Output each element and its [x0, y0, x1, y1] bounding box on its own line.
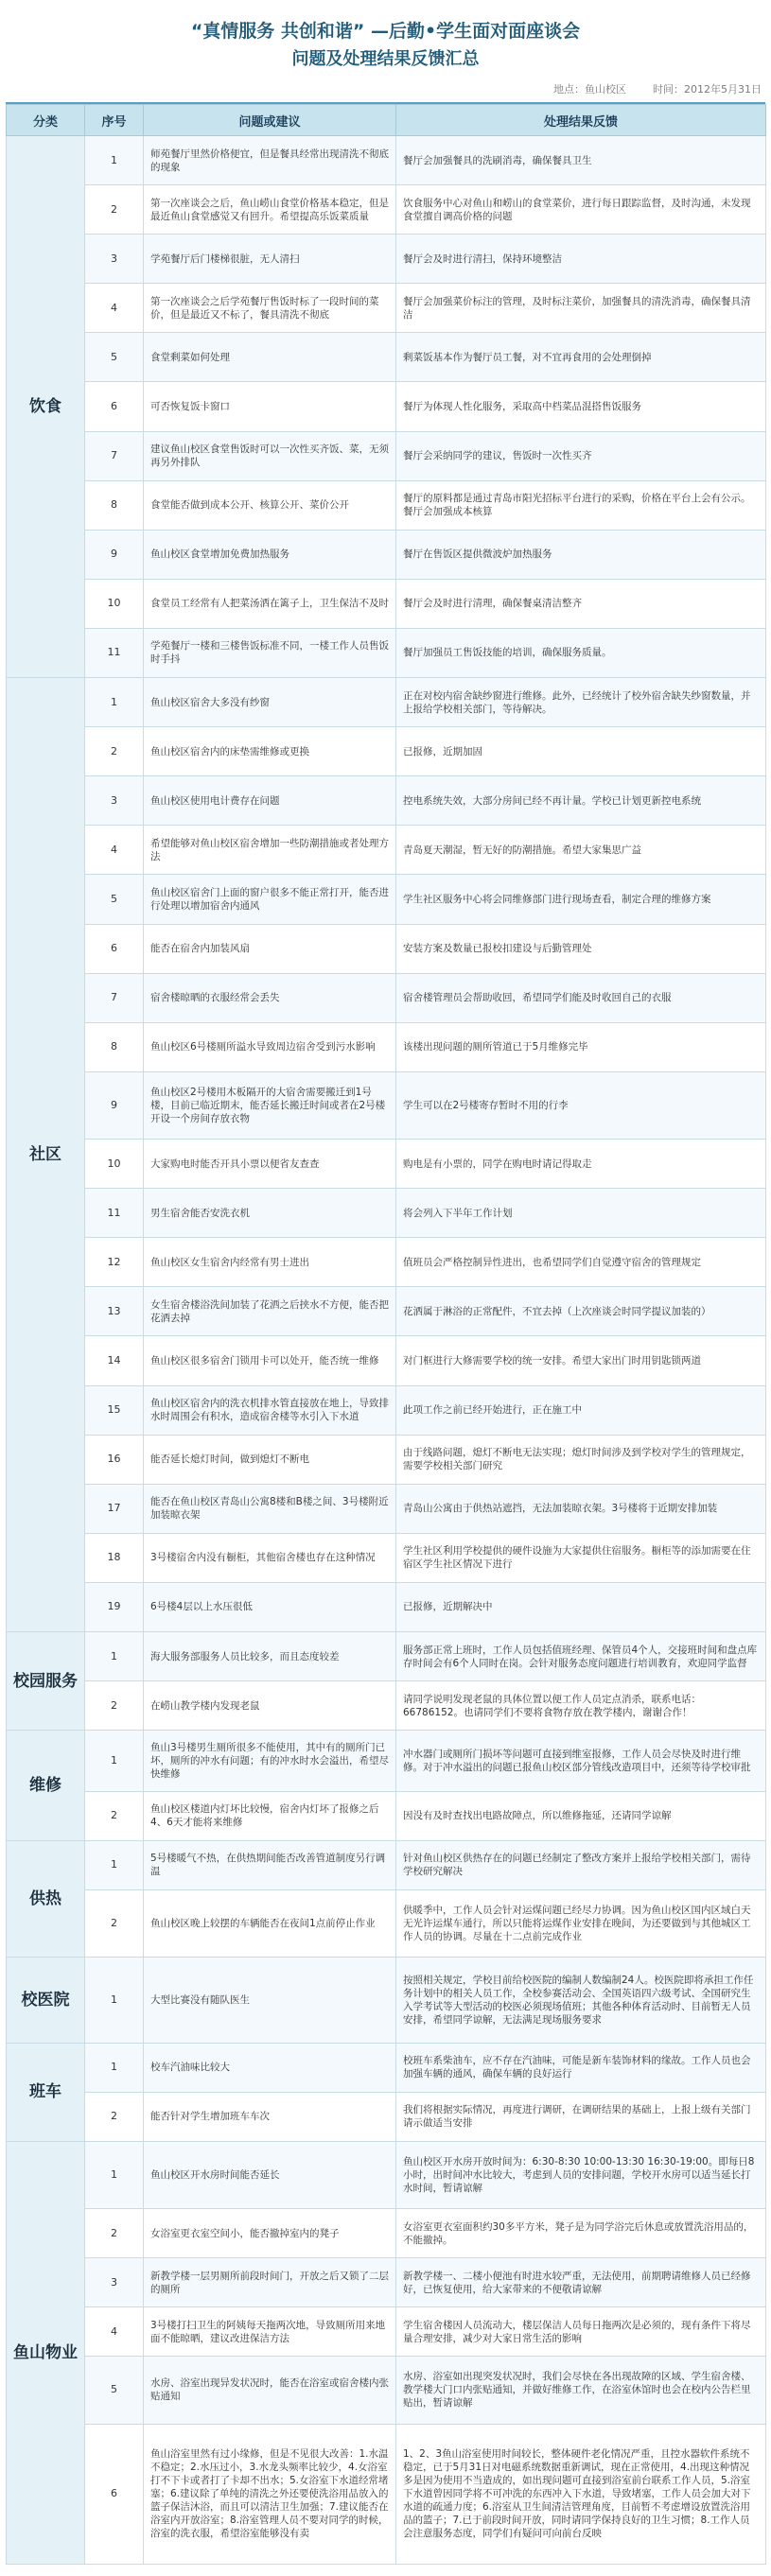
- question-cell: 可否恢复饭卡窗口: [144, 382, 396, 431]
- table-row: [7, 1889, 766, 1957]
- table-row: [7, 1189, 766, 1238]
- table-row: [7, 235, 766, 284]
- answer-cell: 针对鱼山校区供热存在的问题已经制定了整改方案并上报给学校相关部门，需待学校研究解决: [396, 1840, 766, 1889]
- answer-cell: 餐厅会加强餐具的洗刷消毒，确保餐具卫生: [396, 136, 766, 185]
- category-cell: 班车: [7, 2043, 85, 2141]
- question-cell: 食堂员工经常有人把菜汤洒在篱子上，卫生保洁不及时: [144, 579, 396, 628]
- row-number-cell: 15: [85, 1385, 144, 1435]
- row-number-cell: 4: [85, 284, 144, 333]
- row-number-cell: 2: [85, 727, 144, 776]
- question-cell: 学苑餐厅后门楼梯很脏，无人清扫: [144, 235, 396, 284]
- answer-cell: 已报修，近期解决中: [396, 1582, 766, 1631]
- answer-cell: 学生社区服务中心将会同维修部门进行现场查看，制定合理的维修方案: [396, 875, 766, 924]
- question-cell: 第一次座谈会之后学苑餐厅售饭时标了一段时间的菜价，但是最近又不标了，餐具清洗不彻底: [144, 284, 396, 333]
- row-number-cell: 1: [85, 1632, 144, 1681]
- question-cell: 男生宿舍能否安洗衣机: [144, 1189, 396, 1238]
- table-row: [7, 136, 766, 185]
- answer-cell: 学生社区利用学校提供的硬件设施为大家提供住宿服务。橱柜等的添加需要在住宿区学生社区情况下进行: [396, 1533, 766, 1582]
- table-row: [7, 2141, 766, 2208]
- table-row: [7, 1435, 766, 1484]
- table-row: [7, 727, 766, 776]
- table-row: [7, 480, 766, 530]
- row-number-cell: 10: [85, 579, 144, 628]
- table-row: [7, 1681, 766, 1731]
- table-row: [7, 875, 766, 924]
- table-row: [7, 2209, 766, 2258]
- answer-cell: 餐厅的原料都是通过青岛市阳光招标平台进行的采购，价格在平台上会有公示。餐厅会加强成本核算: [396, 480, 766, 530]
- category-cell: 供热: [7, 1840, 85, 1957]
- feedback-table: [6, 104, 766, 2565]
- category-cell: 校医院: [7, 1958, 85, 2043]
- col-header-answer: 处理结果反馈: [396, 105, 766, 136]
- table-row: [7, 2357, 766, 2424]
- row-number-cell: 5: [85, 333, 144, 382]
- question-cell: 能否在宿舍内加装风扇: [144, 924, 396, 973]
- question-cell: 水房、浴室出现异发状况时，能否在浴室或宿舍楼内张贴通知: [144, 2357, 396, 2424]
- answer-cell: 学生宿舍楼因人员流动大，楼层保洁人员每日拖两次是必须的，现有条件下将尽量合理安排，减少对大家日常生活的影响: [396, 2307, 766, 2357]
- row-number-cell: 3: [85, 235, 144, 284]
- answer-cell: 女浴室更衣室面积约30多平方米，凳子是为同学浴完后休息或放置洗浴用品的，不能撤掉。: [396, 2209, 766, 2258]
- table-row: [7, 628, 766, 677]
- table-row: [7, 579, 766, 628]
- table-row: [7, 2307, 766, 2357]
- row-number-cell: 5: [85, 875, 144, 924]
- row-number-cell: 4: [85, 2307, 144, 2357]
- category-cell: 校园服务: [7, 1632, 85, 1731]
- page-title: “真情服务 共创和谐” —后勤•学生面对面座谈会: [190, 21, 581, 42]
- question-cell: 3号楼宿舍内没有橱柜，其他宿舍楼也存在这种情况: [144, 1533, 396, 1582]
- row-number-cell: 19: [85, 1582, 144, 1631]
- row-number-cell: 7: [85, 431, 144, 480]
- answer-cell: 餐厅会加强菜价标注的管理，及时标注菜价，加强餐具的清洗消毒，确保餐具清洁: [396, 284, 766, 333]
- page-subtitle: 问题及处理结果反馈汇总: [291, 49, 480, 69]
- row-number-cell: 6: [85, 2424, 144, 2564]
- table-row: [7, 826, 766, 875]
- row-number-cell: 8: [85, 480, 144, 530]
- answer-cell: 餐厅会及时进行清理，确保餐桌清洁整齐: [396, 579, 766, 628]
- answer-cell: 将会列入下半年工作计划: [396, 1189, 766, 1238]
- table-row: [7, 1958, 766, 2043]
- table-row: [7, 1731, 766, 1791]
- question-cell: 鱼山校区宿舍门上面的窗户很多不能正常打开，能否进行处理以增加宿舍内通风: [144, 875, 396, 924]
- question-cell: 师苑餐厅里然价格便宜，但是餐具经常出现清洗不彻底的现象: [144, 136, 396, 185]
- meta-row: [6, 74, 765, 102]
- answer-cell: 新教学楼一、二楼小便池有时进水较严重，无法使用，前期聘请维修人员已经修好，已恢复使用，给大家带来的不便敬请谅解: [396, 2258, 766, 2307]
- answer-cell: 餐厅加强员工售饭技能的培训，确保服务质量。: [396, 628, 766, 677]
- answer-cell: 安装方案及数量已报校扣建设与后勤管理处: [396, 924, 766, 973]
- answer-cell: 剩菜饭基本作为餐厅员工餐，对不宜再食用的会处理倒掉: [396, 333, 766, 382]
- table-row: [7, 333, 766, 382]
- category-cell: 维修: [7, 1731, 85, 1841]
- table-row: [7, 382, 766, 431]
- answer-cell: 宿舍楼管理员会帮助收回，希望同学们能及时收回自己的衣服: [396, 973, 766, 1022]
- row-number-cell: 1: [85, 1840, 144, 1889]
- answer-cell: 餐厅会采纳同学的建议，售饭时一次性买齐: [396, 431, 766, 480]
- answer-cell: 饮食服务中心对鱼山和崂山的食堂菜价，进行每日跟踪监督，及时沟通，未发现食堂擅自调高价格的问题: [396, 185, 766, 235]
- question-cell: 食堂剩菜如何处理: [144, 333, 396, 382]
- page-header: [6, 17, 765, 102]
- col-header-category: 分类: [7, 105, 85, 136]
- location-text: 地点：鱼山校区: [553, 83, 626, 96]
- row-number-cell: 2: [85, 1791, 144, 1840]
- row-number-cell: 2: [85, 1681, 144, 1731]
- row-number-cell: 14: [85, 1336, 144, 1385]
- row-number-cell: 4: [85, 826, 144, 875]
- row-number-cell: 2: [85, 2092, 144, 2141]
- row-number-cell: 6: [85, 382, 144, 431]
- question-cell: 第一次座谈会之后，鱼山崂山食堂价格基本稳定，但是最近鱼山食堂感觉又有回升。希望提高乐饭菜质量: [144, 185, 396, 235]
- row-number-cell: 10: [85, 1140, 144, 1189]
- question-cell: 鱼山浴室里然有过小缘修，但是不见很大改善：1.水温不稳定；2.水压过小，3.水龙头频率比较少，4.女浴室打不下卡或者打了卡却不出水；5.女浴室下水道经常堵塞；6.建议除了单纯的清洗之外还要使洗浴用品放入的篮子保洁沐浴，而且可以清洁卫生加强；7.建议能否在浴室内开放浴室；8.浴室管理人员不要对同学的时候，浴室的洗衣服，希望浴室能够没有卖: [144, 2424, 396, 2564]
- answer-cell: 因没有及时查找出电路故障点，所以维修拖延，还请同学谅解: [396, 1791, 766, 1840]
- table-row: [7, 1484, 766, 1533]
- row-number-cell: 2: [85, 2209, 144, 2258]
- date-text: 时间：2012年5月31日: [653, 83, 762, 96]
- answer-cell: 按照相关规定，学校目前给校医院的编制人数编制24人。校医院即将承担工作任务计划中的相关人员工作，全校参赛活动会、全国英语四六级考试、全国研究生入学考试等大型活动的校医必须现场值班；其他各种体育活动时、目前暂无人员安排，希望同学谅解，无法满足现场服务要求: [396, 1958, 766, 2043]
- question-cell: 鱼山校区开水房时间能否延长: [144, 2141, 396, 2208]
- answer-cell: 餐厅为体现人性化服务，采取高中档菜品混搭售饭服务: [396, 382, 766, 431]
- question-cell: 鱼山校区宿舍内的床垫需维修或更换: [144, 727, 396, 776]
- table-row: [7, 1140, 766, 1189]
- row-number-cell: 1: [85, 1958, 144, 2043]
- question-cell: 校车汽油味比较大: [144, 2043, 396, 2092]
- table-row: [7, 185, 766, 235]
- question-cell: 鱼山校区女生宿舍内经常有男士进出: [144, 1238, 396, 1287]
- question-cell: 希望能够对鱼山校区宿舍增加一些防潮措施或者处理方法: [144, 826, 396, 875]
- question-cell: 5号楼暖气不热，在供热期间能否改善管道制度另行调温: [144, 1840, 396, 1889]
- answer-cell: 服务部正常上班时，工作人员包括值班经理、保管员4个人，交接班时间和盘点库存时间会有6个人同时在岗。会针对服务态度问题进行培训教育，欢迎同学监督: [396, 1632, 766, 1681]
- answer-cell: 我们将根据实际情况，再度进行调研，在调研结果的基础上，上报上级有关部门请示做适当安排: [396, 2092, 766, 2141]
- answer-cell: 该楼出现问题的厕所管道已于5月维修完毕: [396, 1022, 766, 1071]
- table-row: [7, 1533, 766, 1582]
- question-cell: 建议鱼山校区食堂售饭时可以一次性买齐饭、菜，无须再另外排队: [144, 431, 396, 480]
- question-cell: 鱼山校区6号楼厕所溢水导致周边宿舍受到污水影响: [144, 1022, 396, 1071]
- table-row: [7, 1385, 766, 1435]
- question-cell: 鱼山校区食堂增加免费加热服务: [144, 530, 396, 579]
- question-cell: 鱼山3号楼男生厕所很多不能使用，其中有的厕所门已坏，厕所的冲水有问题；有的冲水时水会溢出，希望尽快维修: [144, 1731, 396, 1791]
- col-header-number: 序号: [85, 105, 144, 136]
- answer-cell: 已报修，近期加固: [396, 727, 766, 776]
- table-row: [7, 1791, 766, 1840]
- row-number-cell: 16: [85, 1435, 144, 1484]
- answer-cell: 对门框进行大修需要学校的统一安排。希望大家出门时用钥匙锁两道: [396, 1336, 766, 1385]
- row-number-cell: 5: [85, 2357, 144, 2424]
- answer-cell: 购电是有小票的，同学在购电时请记得取走: [396, 1140, 766, 1189]
- question-cell: 大型比赛没有随队医生: [144, 1958, 396, 2043]
- row-number-cell: 11: [85, 1189, 144, 1238]
- question-cell: 女生宿舍楼浴洗间加装了花洒之后挟水不方便，能否把花洒去掉: [144, 1287, 396, 1336]
- question-cell: 食堂能否做到成本公开、核算公开、菜价公开: [144, 480, 396, 530]
- table-row: [7, 1022, 766, 1071]
- question-cell: 鱼山校区宿舍大多没有纱窗: [144, 678, 396, 727]
- col-header-question: 问题或建议: [144, 105, 396, 136]
- answer-cell: 校班车系柴油车，应不存在汽油味，可能是新车装饰材料的缘故。工作人员也会加强车辆的通风，确保车辆的良好运行: [396, 2043, 766, 2092]
- row-number-cell: 11: [85, 628, 144, 677]
- question-cell: 6号楼4层以上水压很低: [144, 1582, 396, 1631]
- row-number-cell: 17: [85, 1484, 144, 1533]
- answer-cell: 鱼山校区开水房开放时间为：6:30-8:30 10:00-13:30 16:30-19:00。即每日8小时，出时间冲水比较大，考虑到人员的安排问题，学校开水房可以适当延长打水时间，暂请谅解: [396, 2141, 766, 2208]
- table-header-row: [7, 105, 766, 136]
- table-row: [7, 1287, 766, 1336]
- row-number-cell: 1: [85, 1731, 144, 1791]
- question-cell: 在崂山教学楼内发现老鼠: [144, 1681, 396, 1731]
- question-cell: 宿舍楼晾晒的衣服经常会丢失: [144, 973, 396, 1022]
- answer-cell: 冲水器门或厕所门损坏等问题可直接到维室报修，工作人员会尽快及时进行维修。对于冲水溢出的问题已报鱼山校区部分管线改造项目中，还须等待学校审批: [396, 1731, 766, 1791]
- row-number-cell: 1: [85, 678, 144, 727]
- table-row: [7, 1582, 766, 1631]
- question-cell: 鱼山校区楼道内灯坏比较慢，宿舍内灯坏了报修之后4、6天才能将来维修: [144, 1791, 396, 1840]
- answer-cell: 花洒属于淋浴的正常配件，不宜去掉（上次座谈会时同学提议加装的）: [396, 1287, 766, 1336]
- table-row: [7, 284, 766, 333]
- row-number-cell: 1: [85, 136, 144, 185]
- row-number-cell: 2: [85, 1889, 144, 1957]
- table-wrapper: [6, 104, 765, 2565]
- question-cell: 鱼山校区2号楼用木板隔开的大宿舍需要搬迁到1号楼，目前已临近期末，能否延长搬迁时间或者在2号楼开设一个房间存放衣物: [144, 1071, 396, 1139]
- table-row: [7, 924, 766, 973]
- table-row: [7, 431, 766, 480]
- row-number-cell: 7: [85, 973, 144, 1022]
- answer-cell: 餐厅在售饭区提供微波炉加热服务: [396, 530, 766, 579]
- row-number-cell: 9: [85, 530, 144, 579]
- answer-cell: 由于线路问题，熄灯不断电无法实现；熄灯时间涉及到学校对学生的管理规定，需要学校相关部门研究: [396, 1435, 766, 1484]
- answer-cell: 此项工作之前已经开始进行，正在施工中: [396, 1385, 766, 1435]
- table-row: [7, 2092, 766, 2141]
- answer-cell: 青岛山公寓由于供热站遮挡，无法加装晾衣架。3号楼将于近期安排加装: [396, 1484, 766, 1533]
- row-number-cell: 3: [85, 776, 144, 826]
- table-row: [7, 1071, 766, 1139]
- answer-cell: 青岛夏天潮湿，暂无好的防潮措施。希望大家集思广益: [396, 826, 766, 875]
- table-body: [7, 136, 766, 2565]
- table-row: [7, 2043, 766, 2092]
- question-cell: 能否延长熄灯时间，做到熄灯不断电: [144, 1435, 396, 1484]
- question-cell: 鱼山校区晚上较摆的车辆能否在夜间1点前停止作业: [144, 1889, 396, 1957]
- category-cell: 社区: [7, 678, 85, 1632]
- question-cell: 学苑餐厅一楼和三楼售饭标准不同，一楼工作人员售饭时手抖: [144, 628, 396, 677]
- question-cell: 新教学楼一层男厕所前段时间门，开放之后又锁了二层的厕所: [144, 2258, 396, 2307]
- table-row: [7, 1632, 766, 1681]
- question-cell: 能否在鱼山校区青岛山公寓8楼和B楼之间、3号楼附近加装晾衣架: [144, 1484, 396, 1533]
- question-cell: 鱼山校区使用电计费存在问题: [144, 776, 396, 826]
- table-row: [7, 973, 766, 1022]
- table-row: [7, 1238, 766, 1287]
- answer-cell: 正在对校内宿舍缺纱窗进行维修。此外，已经统计了校外宿舍缺失纱窗数量，并上报给学校相关部门，等待解决。: [396, 678, 766, 727]
- answer-cell: 餐厅会及时进行清扫，保持环境整洁: [396, 235, 766, 284]
- question-cell: 女浴室更衣室空间小，能否撤掉室内的凳子: [144, 2209, 396, 2258]
- table-row: [7, 776, 766, 826]
- row-number-cell: 8: [85, 1022, 144, 1071]
- row-number-cell: 13: [85, 1287, 144, 1336]
- question-cell: 海大服务部服务人员比较多，而且态度较差: [144, 1632, 396, 1681]
- table-row: [7, 1336, 766, 1385]
- category-cell: 饮食: [7, 136, 85, 678]
- answer-cell: 请同学说明发现老鼠的具体位置以便工作人员定点消杀，联系电话：66786152。也请同学们不要将食物存放在教学楼内，谢谢合作！: [396, 1681, 766, 1731]
- question-cell: 鱼山校区宿舍内的洗衣机排水管直接放在地上，导致排水时周围会有积水，造成宿舍楼等水引入下水道: [144, 1385, 396, 1435]
- table-row: [7, 678, 766, 727]
- question-cell: 能否针对学生增加班车车次: [144, 2092, 396, 2141]
- row-number-cell: 12: [85, 1238, 144, 1287]
- answer-cell: 供暖季中，工作人员会针对运煤问题已经尽力协调。因为鱼山校区国内区域白天无光许运煤车通行，所以只能将运煤作业安排在晚间，为还要做到与其他城区工作人员的协调。尽量在十二点前完成作业: [396, 1889, 766, 1957]
- row-number-cell: 3: [85, 2258, 144, 2307]
- row-number-cell: 1: [85, 2043, 144, 2092]
- table-row: [7, 1840, 766, 1889]
- row-number-cell: 2: [85, 185, 144, 235]
- answer-cell: 水房、浴室如出现突发状况时，我们会尽快在各出现故障的区域、学生宿舍楼、教学楼大门口内张贴通知，并做好维修工作，在浴室休馆时也会在校内公告栏里贴出，暂请谅解: [396, 2357, 766, 2424]
- table-row: [7, 2424, 766, 2564]
- row-number-cell: 6: [85, 924, 144, 973]
- answer-cell: 1、2、3鱼山浴室使用时间较长，整体硬件老化情况严重，且控水器软件系统不稳定，已于5月31日对电磁系统数据重新调试，现在正常使用，4.出现这种情况多是因为使用不当造成的，如出现问题可直接到浴室前台联系工作人员，5.浴室下水道曾因同学将不可冲洗的东西冲入下水道，导致堵塞，工作人员会加大对下水道的疏通力度；6.浴室从卫生间清洁管理角度，目前暂不考虑增设放置洗浴用品的篮子；7.已于前段时间开放，同时请同学保持良好的卫生习惯；8.工作人员会注意服务态度，同学们有疑问可向前台反映: [396, 2424, 766, 2564]
- answer-cell: 学生可以在2号楼寄存暂时不用的行李: [396, 1071, 766, 1139]
- category-cell: 鱼山物业: [7, 2141, 85, 2564]
- table-row: [7, 2258, 766, 2307]
- row-number-cell: 1: [85, 2141, 144, 2208]
- question-cell: 3号楼打扫卫生的阿姨每天拖两次地，导致厕所用来地面不能晾晒，建议改进保洁方法: [144, 2307, 396, 2357]
- answer-cell: 值班员会严格控制异性进出，也希望同学们自觉遵守宿舍的管理规定: [396, 1238, 766, 1287]
- table-row: [7, 530, 766, 579]
- answer-cell: 控电系统失效，大部分房间已经不再计量。学校已计划更新控电系统: [396, 776, 766, 826]
- question-cell: 大家购电时能否开具小票以便省友查查: [144, 1140, 396, 1189]
- question-cell: 鱼山校区很多宿舍门锁用卡可以处开，能否统一维修: [144, 1336, 396, 1385]
- row-number-cell: 18: [85, 1533, 144, 1582]
- row-number-cell: 9: [85, 1071, 144, 1139]
